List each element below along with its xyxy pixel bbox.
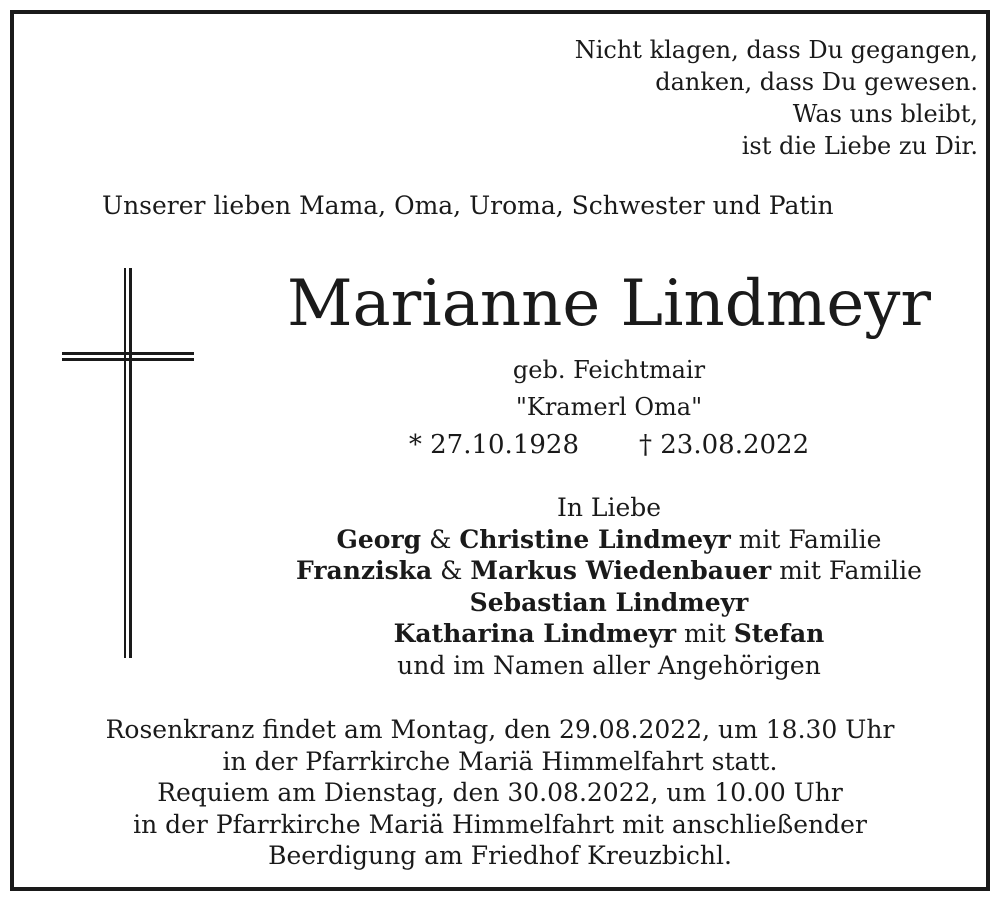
- mourner-name: Christine Lindmeyr: [459, 524, 731, 554]
- poem-line: danken, dass Du gewesen.: [655, 68, 978, 96]
- mourner-name: Franziska: [296, 556, 433, 585]
- mourner-line: [244, 618, 974, 650]
- poem-line: Nicht klagen, dass Du gegangen,: [574, 36, 978, 64]
- poem: [575, 34, 978, 162]
- life-dates: [304, 428, 914, 462]
- deceased-name: Marianne Lindmeyr: [286, 267, 932, 341]
- service-details: [14, 714, 986, 872]
- service-line: Requiem am Dienstag, den 30.08.2022, um 10.00 Uhr: [157, 778, 843, 807]
- poem-line: ist die Liebe zu Dir.: [741, 132, 978, 160]
- service-line: Beerdigung am Friedhof Kreuzbichl.: [268, 841, 732, 870]
- mourner-name: Sebastian Lindmeyr: [469, 587, 749, 617]
- maiden-name: geb. Feichtmair: [512, 356, 706, 384]
- mourner-line: [244, 587, 974, 619]
- mourners-intro: In Liebe: [556, 493, 662, 522]
- ampersand: &: [440, 556, 463, 585]
- death-date: † 23.08.2022: [639, 430, 810, 460]
- mourner-name: Georg: [336, 524, 422, 554]
- mourner-name: Stefan: [733, 619, 825, 648]
- nickname: "Kramerl Oma": [515, 393, 703, 421]
- mourner-suffix: mit Familie: [779, 556, 922, 585]
- mourners: [244, 492, 974, 681]
- ampersand: &: [429, 524, 452, 554]
- birth-date: * 27.10.1928: [408, 430, 579, 460]
- mourner-connector: mit: [684, 619, 726, 648]
- mourner-name: Markus Wiedenbauer: [470, 556, 772, 585]
- mourner-name: Katharina Lindmeyr: [393, 619, 677, 648]
- service-line: Rosenkranz findet am Montag, den 29.08.2022, um 18.30 Uhr: [105, 715, 895, 744]
- service-line: in der Pfarrkirche Mariä Himmelfahrt mit anschließender: [133, 809, 867, 839]
- dedication: Unserer lieben Mama, Oma, Uroma, Schwester und Patin: [102, 191, 834, 220]
- mourner-line: [244, 555, 974, 587]
- obituary-notice: [10, 10, 990, 891]
- cross-icon: [62, 268, 198, 658]
- service-line: in der Pfarrkirche Mariä Himmelfahrt statt.: [222, 746, 778, 776]
- mourner-suffix: mit Familie: [738, 524, 882, 554]
- mourner-line: [244, 524, 974, 556]
- mourners-closing: und im Namen aller Angehörigen: [397, 650, 821, 680]
- poem-line: Was uns bleibt,: [792, 100, 978, 128]
